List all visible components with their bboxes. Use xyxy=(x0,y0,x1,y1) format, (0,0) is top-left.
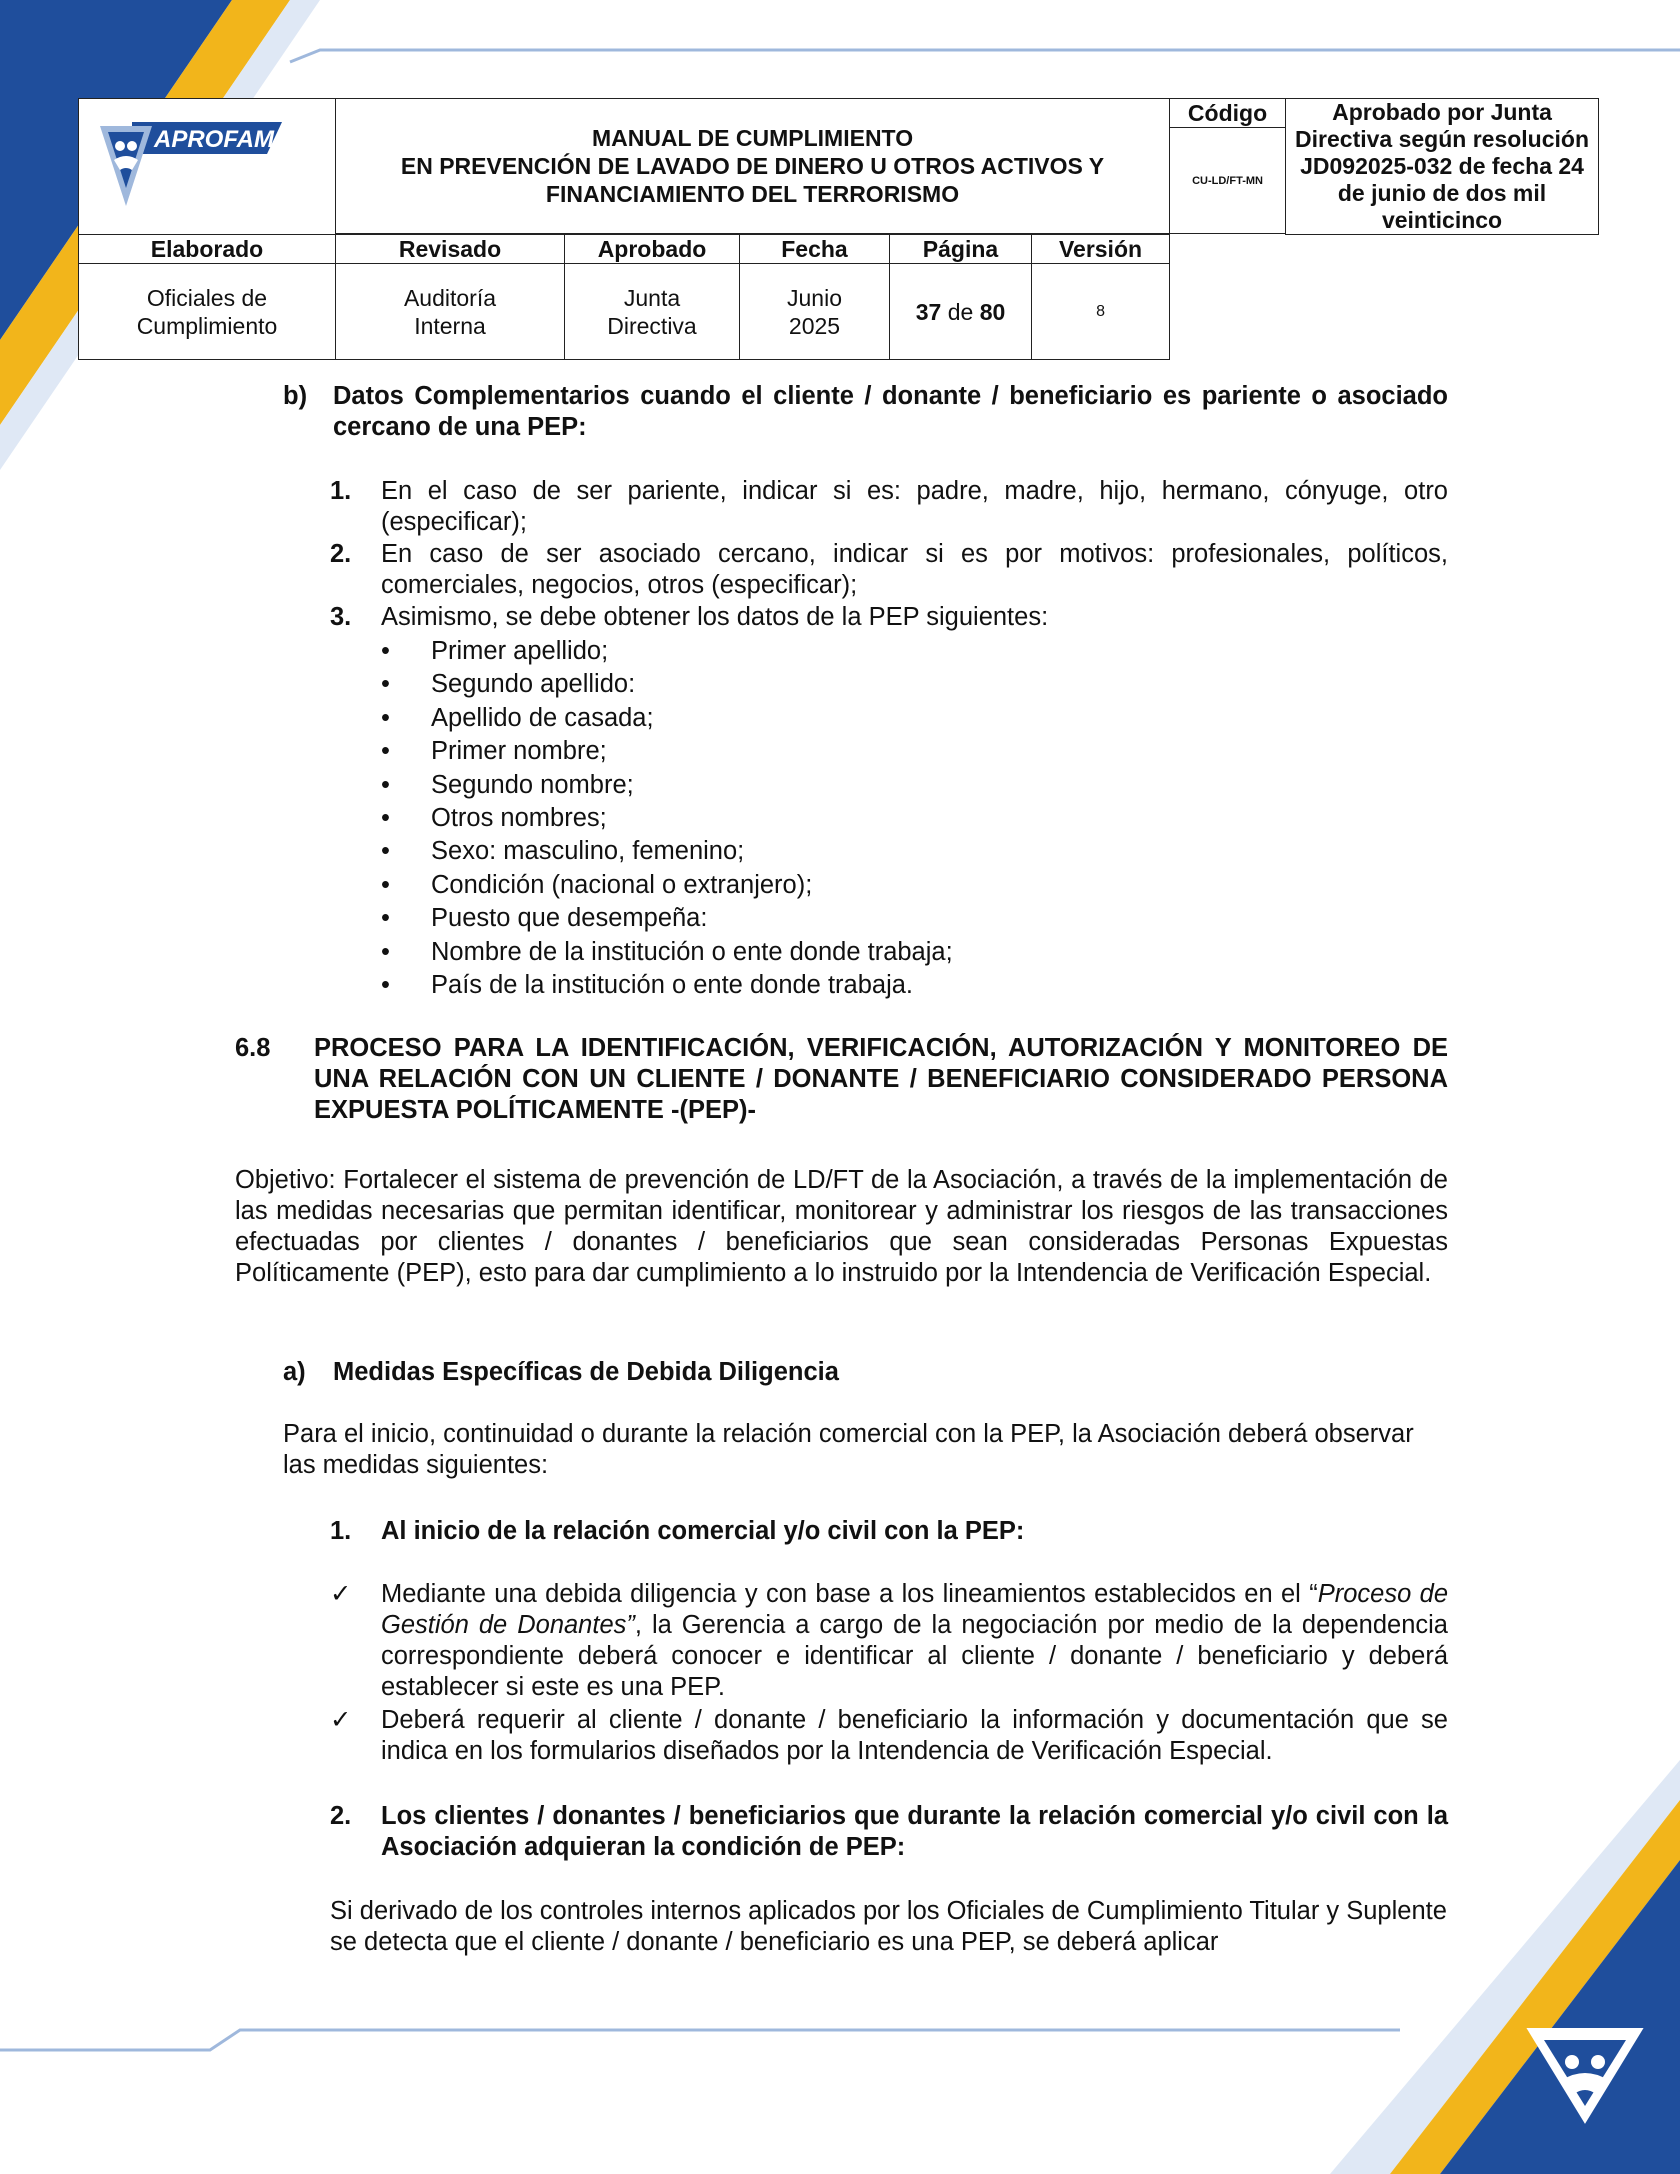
col-elaborado: Elaborado xyxy=(79,235,336,264)
check-item-text: Mediante una debida diligencia y con base a los lineamientos establecidos en el “ xyxy=(381,1580,1318,1608)
bullet: • xyxy=(381,837,390,866)
bullet-text: País de la institución o ente donde trabaja. xyxy=(431,971,913,1000)
list-item xyxy=(381,702,1448,735)
list-item-text: Asimismo, se debe obtener los datos de la PEP siguientes: xyxy=(381,603,1049,631)
list-item xyxy=(381,635,1448,668)
col-fecha: Fecha xyxy=(740,235,890,264)
section-number: 6.8 xyxy=(235,1034,271,1062)
bullet: • xyxy=(381,770,390,799)
page-number xyxy=(890,264,1032,360)
list-item-text: En el caso de ser pariente, indicar si es: padre, madre, hijo, hermano, cónyuge, otro (especificar); xyxy=(381,477,1448,536)
list-item xyxy=(381,802,1448,835)
check-item-1 xyxy=(381,1579,1448,1703)
section-b-label: b) xyxy=(283,382,308,410)
bottom-decorative-line xyxy=(0,2030,1400,2050)
bullet: • xyxy=(381,870,390,899)
revisado-value xyxy=(336,264,565,360)
bullet: • xyxy=(381,637,390,665)
approval-note: Aprobado por Junta Directiva según resolución JD092025-032 de fecha 24 de junio de dos mil veinticinco xyxy=(1286,99,1599,235)
title-line-2: EN PREVENCIÓN DE LAVADO DE DINERO U OTROS ACTIVOS Y xyxy=(400,153,1105,179)
checkmark-icon: ✓ xyxy=(330,1580,352,1608)
list-number: 2. xyxy=(330,540,352,568)
bullet: • xyxy=(381,670,390,699)
list-item xyxy=(381,769,1448,802)
list-number: 1. xyxy=(330,477,352,505)
bullet: • xyxy=(381,904,390,933)
list-number: 2. xyxy=(330,1802,352,1830)
list-item xyxy=(381,936,1448,969)
title-line-3: FINANCIAMIENTO DEL TERRORISMO xyxy=(545,181,960,207)
col-aprobado: Aprobado xyxy=(565,235,740,264)
page-total: 80 xyxy=(979,298,1006,325)
checkmark-icon: ✓ xyxy=(330,1706,352,1734)
section-a-label: a) xyxy=(283,1358,306,1386)
subsection-heading: Los clientes / donantes / beneficiarios que durante la relación comercial y/o civil con la Asociación adquieran la condición de PEP: xyxy=(381,1802,1448,1861)
document-title xyxy=(336,99,1170,234)
fecha-value xyxy=(740,264,890,360)
objective-paragraph: Objetivo: Fortalecer el sistema de prevención de LD/FT de la Asociación, a través de la implementación de las medidas necesarias que permitan identificar, monitorear y administrar los riesgos de las transacciones efectuadas por clientes / donantes / beneficiarios que sean consideradas Personas Expuestas Políticamente (PEP), esto para dar cumplimiento a lo instruido por la Intendencia de Verificación Especial. xyxy=(235,1166,1448,1287)
fecha-line-2: 2025 xyxy=(788,312,841,339)
aprobado-value xyxy=(565,264,740,360)
aprobado-line-1: Junta xyxy=(623,284,681,311)
section-a-item2-paragraph: Si derivado de los controles internos aplicados por los Oficiales de Cumplimiento Titular y Suplente se detecta que el cliente / donante / beneficiario es una PEP, se deberá aplicar xyxy=(330,1897,1447,1956)
bullet-text: Sexo: masculino, femenino; xyxy=(431,837,745,866)
bullet-text: Segundo nombre; xyxy=(431,770,634,799)
list-item xyxy=(381,668,1448,701)
bullet-text: Apellido de casada; xyxy=(431,703,654,732)
fecha-line-1: Junio xyxy=(787,284,842,311)
aprobado-line-2: Directiva xyxy=(607,312,697,339)
bullet-text: Otros nombres; xyxy=(431,804,607,833)
document-header xyxy=(78,98,1599,360)
section-a-intro: Para el inicio, continuidad o durante la relación comercial con la PEP, la Asociación deberá observar las medidas siguientes: xyxy=(283,1420,1414,1479)
col-revisado: Revisado xyxy=(336,235,565,264)
section-b-heading: Datos Complementarios cuando el cliente / donante / beneficiario es pariente o asociado cercano de una PEP: xyxy=(333,382,1448,441)
process-name: Proceso de Gestión de Donantes” xyxy=(381,1580,1448,1639)
logo-cell xyxy=(79,99,336,235)
version-value: 8 xyxy=(1032,264,1170,360)
elaborado-value xyxy=(79,264,336,360)
bullet-text: Segundo apellido: xyxy=(431,670,636,699)
page-current: 37 xyxy=(915,298,942,325)
bullet-text: Nombre de la institución o ente donde trabaja; xyxy=(431,937,953,966)
list-item xyxy=(381,835,1448,868)
bullet: • xyxy=(381,703,390,732)
top-decorative-line xyxy=(290,50,1680,62)
bullet-text: Primer apellido; xyxy=(431,637,609,665)
bullet-text: Puesto que desempeña: xyxy=(431,904,708,933)
bullet-text: Condición (nacional o extranjero); xyxy=(431,870,813,899)
codigo-value: CU-LD/FT-MN xyxy=(1170,128,1286,234)
col-pagina: Página xyxy=(890,235,1032,264)
elaborado-line-1: Oficiales de xyxy=(146,284,268,311)
pep-data-bullets xyxy=(381,635,1448,1002)
check-item-2: Deberá requerir al cliente / donante / beneficiario la información y documentación que se indica en los formularios diseñados por la Intendencia de Verificación Especial. xyxy=(381,1706,1448,1765)
list-item xyxy=(381,969,1448,1002)
bullet: • xyxy=(381,937,390,966)
title-line-1: MANUAL DE CUMPLIMIENTO xyxy=(591,125,914,151)
aprofam-logo xyxy=(92,114,322,214)
codigo-label: Código xyxy=(1170,99,1286,128)
logo-text: APROFAM xyxy=(154,125,274,153)
list-item xyxy=(381,869,1448,902)
section-a-heading: Medidas Específicas de Debida Diligencia xyxy=(333,1358,839,1386)
section-heading: PROCESO PARA LA IDENTIFICACIÓN, VERIFICACIÓN, AUTORIZACIÓN Y MONITOREO DE UNA RELACIÓN CON UN CLIENTE / DONANTE / BENEFICIARIO CONSIDERADO PERSONA EXPUESTA POLÍTICAMENTE -(PEP)- xyxy=(314,1034,1448,1124)
list-item-text: En caso de ser asociado cercano, indicar si es por motivos: profesionales, políticos, comerciales, negocios, otros (especificar); xyxy=(381,540,1448,599)
elaborado-line-2: Cumplimiento xyxy=(136,312,278,339)
col-version: Versión xyxy=(1032,235,1170,264)
subsection-heading: Al inicio de la relación comercial y/o civil con la PEP: xyxy=(381,1517,1025,1545)
bullet: • xyxy=(381,737,390,766)
bullet-text: Primer nombre; xyxy=(431,737,607,766)
page-of: de xyxy=(947,298,974,325)
bullet: • xyxy=(381,971,390,1000)
list-number: 3. xyxy=(330,603,352,631)
check-item-text: , la Gerencia a cargo de la negociación por medio de la dependencia correspondiente deberá conocer e identificar al cliente / donante / beneficiario y deberá establecer si este es una PEP. xyxy=(381,1611,1448,1701)
list-number: 1. xyxy=(330,1517,352,1545)
list-item xyxy=(381,735,1448,768)
revisado-line-1: Auditoría xyxy=(403,284,497,311)
bullet: • xyxy=(381,804,390,833)
revisado-line-2: Interna xyxy=(414,312,486,339)
list-item xyxy=(381,902,1448,935)
